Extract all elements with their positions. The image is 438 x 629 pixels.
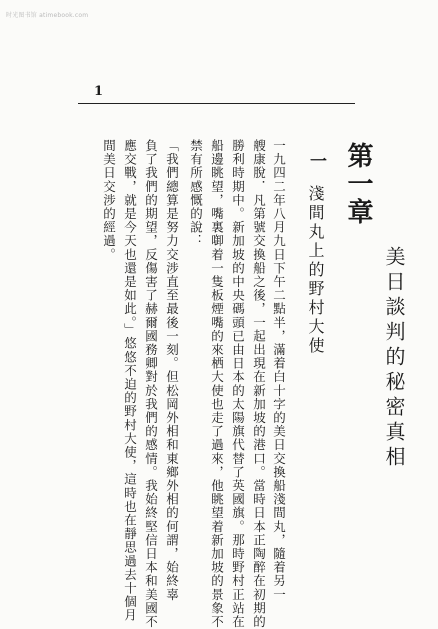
- header-rule: [78, 103, 355, 104]
- body-column: 勝利時期中。新加坡的中央碼頭已由日本的太陽旗代替了英國旗。那時野村正站在: [230, 139, 246, 629]
- section-title: 淺間丸上的野村大使: [306, 185, 325, 356]
- chapter-title: 美日談判的秘密真相: [382, 246, 406, 471]
- watermark: 时光图书馆 atimebook.com: [6, 12, 89, 19]
- body-column: 禁有所感慨的說：: [188, 139, 204, 248]
- body-column: 艘康脫．凡第號交換船之後，一起出現在新加坡的港口。當時日本正陶醉在初期的: [251, 139, 267, 629]
- body-column: 「我們總算是努力交涉直至最後一刻。但松岡外相和東鄉外相的何謂，始終辜: [164, 139, 180, 602]
- section-number: 一: [306, 152, 326, 169]
- body-column: 船邊眺望，嘴裏啣着一隻板煙嘴的來栖大使也走了過來，他眺望着新加坡的景象不: [209, 139, 225, 629]
- body-column: 間美日交涉的經過。: [101, 139, 117, 262]
- body-column: 一九四二年八月九日下午二點半，滿着白十字的美日交換船淺間丸，隨着另一: [271, 139, 287, 602]
- page-number: 1: [94, 84, 104, 99]
- body-column: 負了我們的期望，反傷害了赫爾國務卿對於我們的感情。我始終堅信日本和美國不: [143, 139, 159, 629]
- chapter-label: 第一章: [343, 142, 373, 226]
- body-column: 應交戰，就是今天也還是如此。」悠悠不迫的野村大使，這時也在靜思過去十個月: [122, 139, 138, 623]
